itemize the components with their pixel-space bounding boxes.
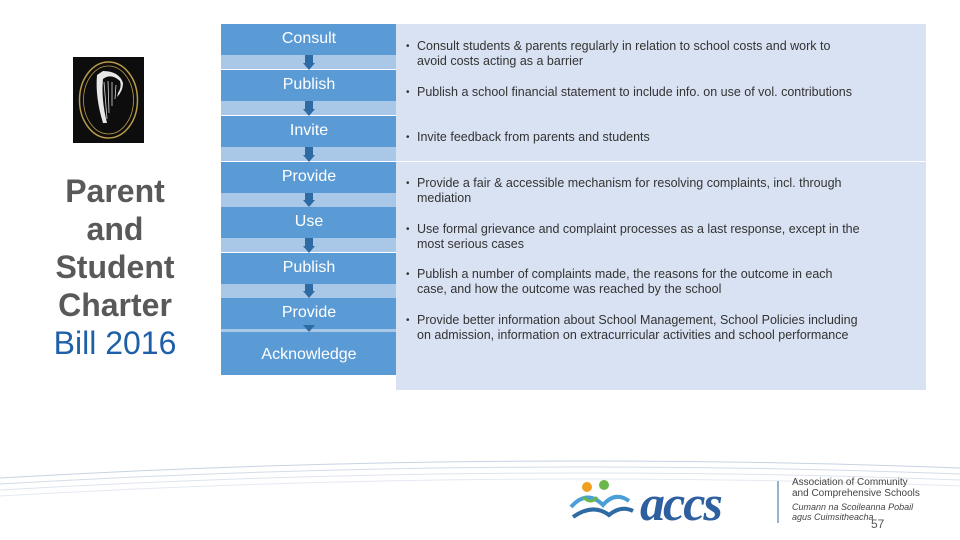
logo-divider bbox=[777, 481, 779, 523]
description-text: Provide better information about School Management, School Policies including bbox=[417, 313, 858, 327]
step-box: Publish bbox=[221, 70, 397, 101]
title-subline: Bill 2016 bbox=[53, 325, 177, 361]
title-line: Charter bbox=[58, 287, 172, 323]
description-text: Invite feedback from parents and students bbox=[417, 130, 650, 144]
logo-irish-line: agus Cuimsitheacha bbox=[792, 512, 874, 522]
step-box: Publish bbox=[221, 253, 397, 284]
title-line: Parent bbox=[65, 173, 165, 209]
step-box: Consult bbox=[221, 24, 397, 55]
logo-wordmark: accs bbox=[640, 475, 721, 531]
logo-irish-line: Cumann na Scoileanna Pobail bbox=[792, 502, 914, 512]
page-title bbox=[20, 172, 210, 362]
down-arrow-icon bbox=[303, 63, 315, 70]
description-text: Provide a fair & accessible mechanism for resolving complaints, incl. through bbox=[417, 176, 842, 190]
logo-org-line: Association of Community bbox=[792, 477, 908, 488]
connector bbox=[305, 55, 313, 63]
description-item bbox=[396, 116, 926, 161]
description-text: Consult students & parents regularly in relation to school costs and work to bbox=[417, 39, 831, 53]
down-arrow-icon bbox=[303, 155, 315, 162]
logo-org-name bbox=[792, 477, 920, 499]
description-item bbox=[396, 207, 926, 253]
description-panel bbox=[396, 24, 926, 375]
description-text: Use formal grievance and complaint processes as a last response, except in the bbox=[417, 222, 860, 236]
description-text: avoid costs acting as a barrier bbox=[417, 54, 584, 68]
description-text: Publish a number of complaints made, the reasons for the outcome in each bbox=[417, 267, 833, 281]
down-arrow-icon bbox=[303, 109, 315, 116]
description-text: case, and how the outcome was reached by the school bbox=[417, 282, 722, 296]
harp-logo bbox=[73, 57, 144, 143]
connector bbox=[305, 147, 313, 155]
description-item bbox=[396, 298, 926, 390]
down-arrow-icon bbox=[303, 325, 315, 332]
connector bbox=[305, 284, 313, 291]
description-item bbox=[396, 162, 926, 207]
description-item bbox=[396, 253, 926, 298]
process-steps bbox=[221, 24, 397, 375]
connector bbox=[305, 238, 313, 246]
connector bbox=[305, 101, 313, 109]
logo-irish-name bbox=[792, 502, 913, 522]
description-text: on admission, information on extracurricular activities and school performance bbox=[417, 328, 849, 342]
step-box: Invite bbox=[221, 116, 397, 147]
description-text: Publish a school financial statement to include info. on use of vol. contributions bbox=[417, 85, 852, 99]
step-box: Provide bbox=[221, 298, 397, 329]
step-box: Acknowledge bbox=[221, 332, 397, 375]
logo-org-line: and Comprehensive Schools bbox=[792, 488, 920, 499]
description-text: mediation bbox=[417, 191, 472, 205]
connector bbox=[305, 193, 313, 200]
title-line: Student bbox=[55, 249, 175, 285]
harp-icon bbox=[73, 57, 144, 143]
down-arrow-icon bbox=[303, 246, 315, 253]
step-box: Use bbox=[221, 207, 397, 238]
title-line: and bbox=[86, 211, 144, 247]
step-box: Provide bbox=[221, 162, 397, 193]
down-arrow-icon bbox=[303, 200, 315, 207]
page-number: 57 bbox=[871, 517, 885, 531]
description-item bbox=[396, 70, 926, 116]
description-text: most serious cases bbox=[417, 237, 524, 251]
description-item bbox=[396, 24, 926, 70]
down-arrow-icon bbox=[303, 291, 315, 298]
